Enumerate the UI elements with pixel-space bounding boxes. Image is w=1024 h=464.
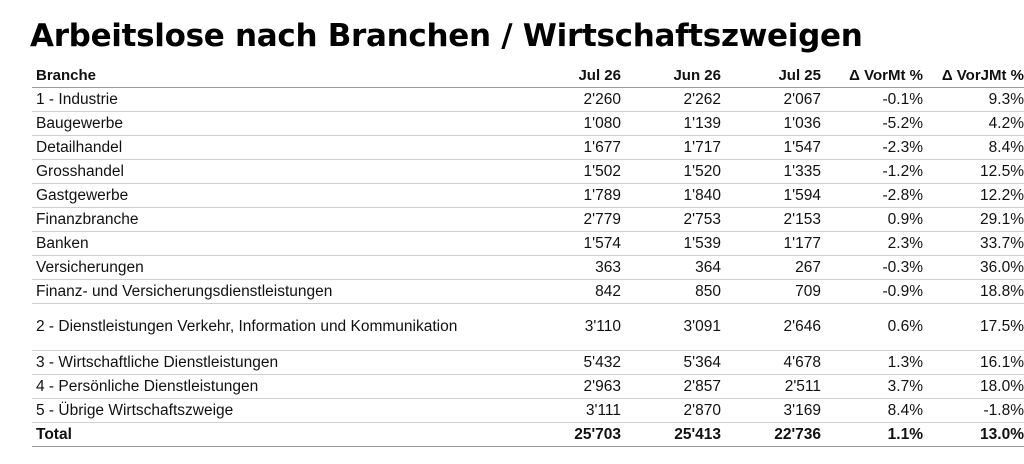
jun26-cell: 5'364 (625, 351, 725, 375)
jul26-cell: 2'963 (512, 375, 625, 399)
table-row (32, 136, 1024, 160)
branche-cell: Detailhandel (32, 136, 512, 160)
unemployment-table (32, 64, 1024, 447)
jul25-cell: 4'678 (725, 351, 825, 375)
column-header-jul25: Jul 25 (725, 64, 825, 88)
jul25-cell: 1'036 (725, 112, 825, 136)
vormt-cell: 8.4% (825, 399, 927, 423)
jun26-cell: 2'753 (625, 208, 725, 232)
vorjmt-cell: 17.5% (927, 304, 1024, 351)
jul26-cell: 1'080 (512, 112, 625, 136)
jul25-cell: 2'511 (725, 375, 825, 399)
table-row (32, 160, 1024, 184)
jun26-cell: 3'091 (625, 304, 725, 351)
jul25-cell: 1'335 (725, 160, 825, 184)
table-row (32, 208, 1024, 232)
column-header-jun26: Jun 26 (625, 64, 725, 88)
jul25-cell: 1'594 (725, 184, 825, 208)
jul25-cell: 2'067 (725, 88, 825, 112)
jun26-cell: 2'262 (625, 88, 725, 112)
jul26-cell: 2'779 (512, 208, 625, 232)
table-header-row (32, 64, 1024, 88)
table-row (32, 351, 1024, 375)
jul25-cell: 267 (725, 256, 825, 280)
jun26-cell: 1'539 (625, 232, 725, 256)
jul26-cell: 3'110 (512, 304, 625, 351)
vormt-cell: -0.1% (825, 88, 927, 112)
branche-cell: Banken (32, 232, 512, 256)
branche-cell: Baugewerbe (32, 112, 512, 136)
total-jul26: 25'703 (512, 423, 625, 447)
vorjmt-cell: 12.5% (927, 160, 1024, 184)
page-title: Arbeitslose nach Branchen / Wirtschaftszweigen (30, 18, 863, 54)
column-header-branche: Branche (32, 64, 512, 88)
vormt-cell: -2.8% (825, 184, 927, 208)
table-row (32, 399, 1024, 423)
jul26-cell: 1'574 (512, 232, 625, 256)
jun26-cell: 1'840 (625, 184, 725, 208)
branche-cell: 1 - Industrie (32, 88, 512, 112)
vorjmt-cell: 16.1% (927, 351, 1024, 375)
jul26-cell: 1'677 (512, 136, 625, 160)
jul26-cell: 1'789 (512, 184, 625, 208)
branche-cell: Finanzbranche (32, 208, 512, 232)
jul26-cell: 1'502 (512, 160, 625, 184)
total-vorjmt: 13.0% (927, 423, 1024, 447)
jul26-cell: 5'432 (512, 351, 625, 375)
vormt-cell: 0.6% (825, 304, 927, 351)
vormt-cell: -5.2% (825, 112, 927, 136)
jul25-cell: 2'153 (725, 208, 825, 232)
table-row (32, 88, 1024, 112)
table-row (32, 280, 1024, 304)
vorjmt-cell: 8.4% (927, 136, 1024, 160)
column-header-jul26: Jul 26 (512, 64, 625, 88)
jul25-cell: 1'177 (725, 232, 825, 256)
table-row (32, 304, 1024, 351)
table-row (32, 232, 1024, 256)
jul26-cell: 2'260 (512, 88, 625, 112)
branche-cell: 4 - Persönliche Dienstleistungen (32, 375, 512, 399)
table-row (32, 256, 1024, 280)
total-vormt: 1.1% (825, 423, 927, 447)
jul25-cell: 1'547 (725, 136, 825, 160)
column-header-vormt: Δ VorMt % (825, 64, 927, 88)
jun26-cell: 1'520 (625, 160, 725, 184)
branche-cell: Versicherungen (32, 256, 512, 280)
jul26-cell: 3'111 (512, 399, 625, 423)
table-row (32, 375, 1024, 399)
vormt-cell: -0.9% (825, 280, 927, 304)
total-jun26: 25'413 (625, 423, 725, 447)
vormt-cell: 2.3% (825, 232, 927, 256)
branche-cell: Finanz- und Versicherungsdienstleistungen (32, 280, 512, 304)
vorjmt-cell: 18.0% (927, 375, 1024, 399)
jul25-cell: 2'646 (725, 304, 825, 351)
vormt-cell: 0.9% (825, 208, 927, 232)
total-jul25: 22'736 (725, 423, 825, 447)
vorjmt-cell: 29.1% (927, 208, 1024, 232)
vormt-cell: -1.2% (825, 160, 927, 184)
vormt-cell: 3.7% (825, 375, 927, 399)
branche-cell: 3 - Wirtschaftliche Dienstleistungen (32, 351, 512, 375)
vorjmt-cell: 12.2% (927, 184, 1024, 208)
jun26-cell: 364 (625, 256, 725, 280)
vorjmt-cell: 9.3% (927, 88, 1024, 112)
jul25-cell: 3'169 (725, 399, 825, 423)
jul26-cell: 842 (512, 280, 625, 304)
jun26-cell: 850 (625, 280, 725, 304)
column-header-vorjmt: Δ VorJMt % (927, 64, 1024, 88)
vormt-cell: -2.3% (825, 136, 927, 160)
table-total-row (32, 423, 1024, 447)
jun26-cell: 1'139 (625, 112, 725, 136)
branche-cell: 5 - Übrige Wirtschaftszweige (32, 399, 512, 423)
branche-cell: 2 - Dienstleistungen Verkehr, Information und Kommunikation (32, 304, 512, 351)
branche-cell: Gastgewerbe (32, 184, 512, 208)
vormt-cell: 1.3% (825, 351, 927, 375)
vorjmt-cell: 36.0% (927, 256, 1024, 280)
vorjmt-cell: 33.7% (927, 232, 1024, 256)
vorjmt-cell: -1.8% (927, 399, 1024, 423)
jul26-cell: 363 (512, 256, 625, 280)
vorjmt-cell: 18.8% (927, 280, 1024, 304)
table-row (32, 112, 1024, 136)
jun26-cell: 2'870 (625, 399, 725, 423)
branche-cell: Grosshandel (32, 160, 512, 184)
vormt-cell: -0.3% (825, 256, 927, 280)
jul25-cell: 709 (725, 280, 825, 304)
total-label: Total (32, 423, 512, 447)
vorjmt-cell: 4.2% (927, 112, 1024, 136)
jun26-cell: 2'857 (625, 375, 725, 399)
jun26-cell: 1'717 (625, 136, 725, 160)
table-row (32, 184, 1024, 208)
